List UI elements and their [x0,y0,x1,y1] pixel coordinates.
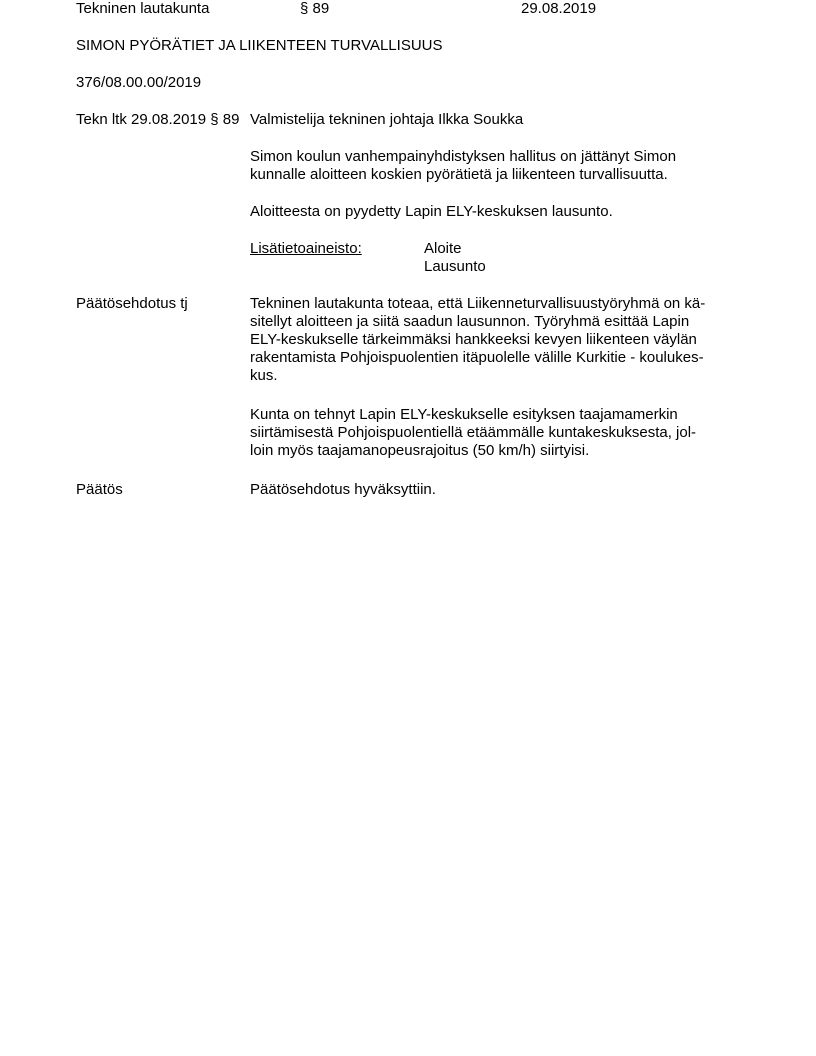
text-line: rakentamista Pohjoispuolentien itäpuolelle välille Kurkitie - koulukes- [250,349,704,366]
record-number: 376/08.00.00/2019 [76,74,202,91]
background-paragraph-1 [250,148,676,184]
text-line: loin myös taajamanopeusrajoitus (50 km/h) siirtyisi. [250,442,590,459]
attachment-item: Lausunto [424,258,486,275]
proposal-label: Päätösehdotus tj [76,295,188,312]
text-line: kunnalle aloitteen koskien pyörätietä ja liikenteen turvallisuutta. [250,166,668,183]
background-paragraph-2: Aloitteesta on pyydetty Lapin ELY-keskuksen lausunto. [250,203,613,220]
meeting-date: 29.08.2019 [521,0,597,17]
proposal-paragraph-1 [250,295,705,385]
text-line: sitellyt aloitteen ja siitä saadun lausunnon. Työryhmä esittää Lapin [250,313,690,330]
additional-info-label: Lisätietoaineisto: [250,240,362,257]
text-line: kus. [250,367,278,384]
document-title: SIMON PYÖRÄTIET JA LIIKENTEEN TURVALLISUUS [76,37,443,54]
committee-name: Tekninen lautakunta [76,0,210,17]
decision-label: Päätös [76,481,123,498]
preparation-reference: Tekn ltk 29.08.2019 § 89 [76,111,240,128]
text-line: siirtämisestä Pohjoispuolentiellä etäämmälle kuntakeskuksesta, jol- [250,424,697,441]
text-line: Tekninen lautakunta toteaa, että Liikenneturvallisuustyöryhmä on kä- [250,295,706,312]
text-line: Kunta on tehnyt Lapin ELY-keskukselle esityksen taajamamerkin [250,406,678,423]
text-line: ELY-keskukselle tärkeimmäksi hankkeeksi kevyen liikenteen väylän [250,331,697,348]
attachment-item: Aloite [424,240,462,257]
preparer: Valmistelija tekninen johtaja Ilkka Soukka [250,111,524,128]
decision-text: Päätösehdotus hyväksyttiin. [250,481,436,498]
proposal-paragraph-2 [250,406,696,460]
text-line: Simon koulun vanhempainyhdistyksen hallitus on jättänyt Simon [250,148,677,165]
section-number: § 89 [300,0,330,17]
additional-info-list [424,240,486,276]
